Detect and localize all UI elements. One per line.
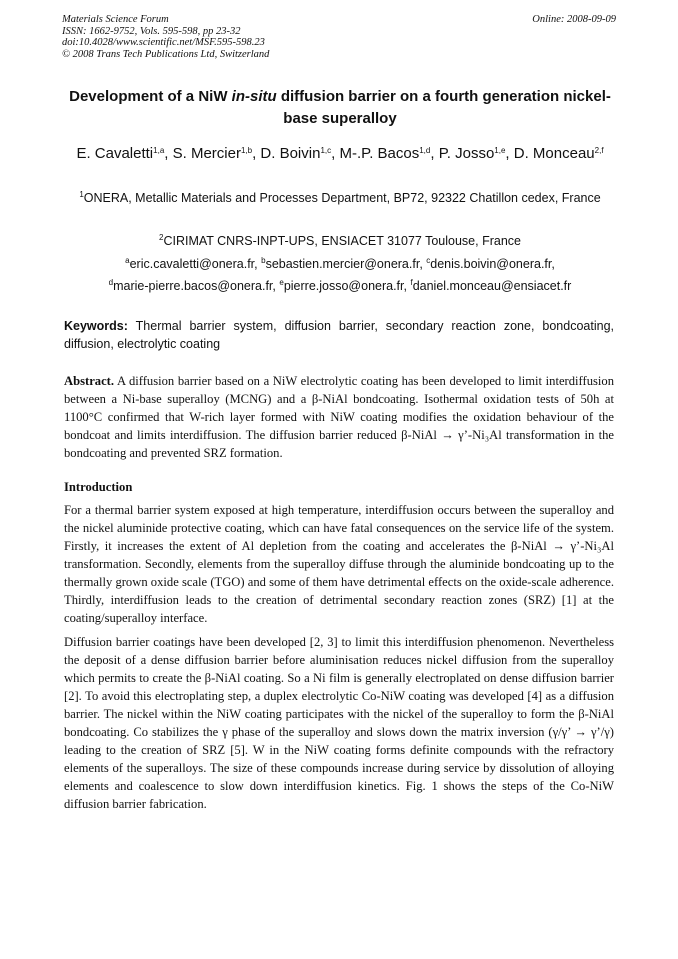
email: pierre.josso@onera.fr xyxy=(283,279,404,293)
email-sup: d xyxy=(108,278,114,287)
author-name: E. Cavaletti xyxy=(76,145,154,162)
email: marie-pierre.bacos@onera.fr xyxy=(113,279,273,293)
issn-line: ISSN: 1662-9752, Vols. 595-598, pp 23-32 xyxy=(62,25,241,37)
journal-header xyxy=(62,14,618,60)
journal-name: Materials Science Forum xyxy=(62,14,169,25)
email: daniel.monceau@ensiacet.fr xyxy=(412,279,572,293)
abstract-label: Abstract. xyxy=(64,374,115,388)
email-line-2: $^d$marie-pierre.bacos@onera.fr, $^e$pierre.josso@onera.fr, $^f$daniel.monceau@ensiacet.fr xyxy=(108,278,572,293)
author-name: D. Monceau xyxy=(513,145,595,162)
copyright-line: © 2008 Trans Tech Publications Ltd, Switzerland xyxy=(62,48,270,60)
affiliation-2 xyxy=(62,232,618,250)
affiliation-text: ONERA, Metallic Materials and Processes Department, BP72, 92322 Chatillon cedex, France xyxy=(83,191,601,205)
affiliation-sup: 1 xyxy=(79,190,84,199)
email-sup: c xyxy=(426,256,431,265)
author-name: D. Boivin xyxy=(260,145,321,162)
author-name: S. Mercier xyxy=(172,145,241,162)
doi-line: doi:10.4028/www.scientific.net/MSF.595-598.23 xyxy=(62,37,265,48)
keywords xyxy=(64,317,614,353)
email: sebastien.mercier@onera.fr xyxy=(265,257,420,271)
author-sup: 1,e xyxy=(494,146,506,155)
title-part-1: Development of a NiW xyxy=(69,88,232,105)
section-heading-introduction: Introduction xyxy=(64,480,133,494)
email-sup: a xyxy=(125,256,130,265)
keywords-label: Keywords: xyxy=(64,319,128,333)
title-part-2: diffusion barrier on a fourth generation nickel-base superalloy xyxy=(276,88,611,127)
online-date: Online: 2008-09-09 xyxy=(532,14,616,25)
keywords-text: Thermal barrier system, diffusion barrier, secondary reaction zone, bondcoating, diffusion, electrolytic coating xyxy=(64,319,614,351)
affiliation-1 xyxy=(62,189,618,207)
email-sup: b xyxy=(261,256,266,265)
affiliation-sup: 2 xyxy=(159,233,164,242)
author-name: P. Josso xyxy=(438,145,495,162)
email-sup: f xyxy=(410,278,413,287)
email: eric.cavaletti@onera.fr xyxy=(129,257,255,271)
paper-title xyxy=(60,86,620,130)
title-italic: in-situ xyxy=(231,88,277,105)
author-sup: 1,a xyxy=(153,146,165,155)
email-line-1: $^a$eric.cavaletti@onera.fr, $^b$sebastien.mercier@onera.fr, $^c$denis.boivin@onera.fr, xyxy=(125,256,555,271)
affiliation-text: CIRIMAT CNRS-INPT-UPS, ENSIACET 31077 Toulouse, France xyxy=(163,234,521,248)
paragraph: Diffusion barrier coatings have been developed [2, 3] to limit this interdiffusion phenomenon. Nevertheless the deposit of a dense diffusion barrier before aluminisation reduces nickel diffusion from the superalloy which permits to create the β-NiAl coating. So a Ni film is generally electroplated on dense diffusion barrier [2]. To avoid this electroplating step, a duplex electrolytic Co-NiW coating was developed [4] as a diffusion barrier. The nickel within the NiW coating participates with the nickel of the superalloy to form the β-NiAl bondcoating. Co stabilizes the γ phase of the superalloy and slows down the matrix inversion (γ/γ’ → γ’/γ) leading to the creation of SRZ [5]. W in the NiW coating forms definite compounds with the refractory elements of the superalloys. The size of these compounds increase during service by dissolution of alloying elements and coalescence to slow down interdiffusion kinetics. Fig. 1 shows the steps of the Co-NiW diffusion barrier fabrication. xyxy=(64,635,614,811)
abstract-text: A diffusion barrier based on a NiW electrolytic coating has been developed to limit interdiffusion between a Ni-base superalloy (MCNG) and a β-NiAl bondcoating. Isothermal oxidation tests of 50h at 1100°C confirmed that W-rich layer formed with NiW coating modifies the oxidation behaviour of the bondcoat and limits interdiffusion. The diffusion barrier reduced β-NiAl → γ’-Ni₃Al transformation in the bondcoating and prevented SRZ formation. xyxy=(64,374,614,460)
author-sup: 2,f xyxy=(594,146,604,155)
abstract xyxy=(64,372,614,462)
author-name: M-.P. Bacos xyxy=(339,145,420,162)
email: denis.boivin@onera.fr xyxy=(430,257,552,271)
paragraph: For a thermal barrier system exposed at high temperature, interdiffusion occurs between the superalloy and the nickel aluminide protective coating, which can have fatal consequences on the service life of the system. Firstly, it increases the extent of Al depletion from the coating and accelerates the β-NiAl → γ’-Ni₃Al transformation. Secondly, elements from the superalloy diffuse through the aluminide bondcoating up to the thermally grown oxide scale (TGO) and some of them have detrimental effects on the oxide-scale adherence. Thirdly, interdiffusion leads to the creation of detrimental secondary reaction zones (SRZ) [1] at the coating/superalloy interface. xyxy=(64,503,614,625)
author-list: E. Cavaletti$^{1,a}$, S. Mercier$^{1,b}$, D. Boivin$^{1,c}$, M-.P. Bacos$^{1,d}$, P. Josso$^{1,e}$, D. Monceau$^{2,f}$ xyxy=(76,145,604,162)
email-sup: e xyxy=(279,278,284,287)
author-sup: 1,b xyxy=(240,146,253,155)
author-sup: 1,c xyxy=(320,146,332,155)
author-sup: 1,d xyxy=(419,146,431,155)
